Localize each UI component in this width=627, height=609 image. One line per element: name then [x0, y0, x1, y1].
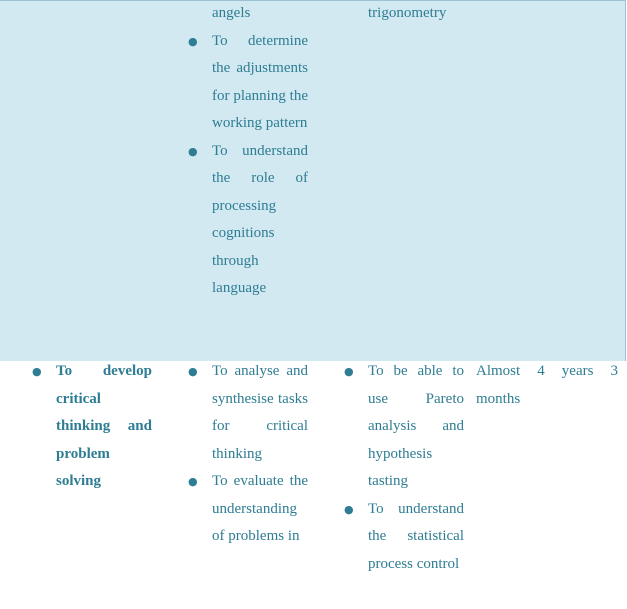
bullet-icon: ●	[344, 365, 354, 378]
bullet-icon: ●	[188, 365, 198, 378]
list-item	[188, 468, 308, 551]
bullet-icon: ●	[32, 365, 42, 378]
list-item-text: To determine the adjustments for planning the working pattern	[212, 32, 308, 131]
list-item-text: To analyse and synthesise tasks for critical thinking	[212, 363, 308, 462]
cell-top-outcomes	[368, 0, 468, 28]
bullet-icon: ●	[188, 34, 198, 48]
bullet-icon: ●	[188, 475, 198, 488]
cell-outcomes	[344, 358, 464, 578]
bullet-icon: ●	[344, 502, 354, 516]
cell-objective	[32, 358, 152, 496]
bullet-icon: ●	[188, 144, 198, 158]
cell-duration	[476, 358, 618, 413]
list-top-activities	[188, 28, 308, 303]
list-item	[188, 358, 308, 468]
list-item-text: To evaluate the understanding of problems in	[212, 473, 308, 544]
objective-text: To develop critical thinking and problem solving	[56, 363, 152, 489]
list-item	[344, 496, 464, 579]
cell-top-activities	[212, 0, 308, 28]
cell-activities	[188, 358, 308, 551]
list-item-text: To be able to use Pareto analysis and hypothesis tasting	[368, 363, 464, 489]
list-item	[188, 28, 308, 138]
continuation-text: angels	[212, 5, 251, 21]
list-item-text: To understand the role of processing cognitions through language	[212, 142, 308, 296]
continuation-text: trigonometry	[368, 5, 447, 21]
list-item-text: To understand the statistical process control	[368, 500, 464, 572]
list-item	[344, 358, 464, 496]
duration-text: Almost 4 years 3 months	[476, 363, 618, 407]
list-item	[32, 358, 152, 496]
list-item	[188, 138, 308, 303]
